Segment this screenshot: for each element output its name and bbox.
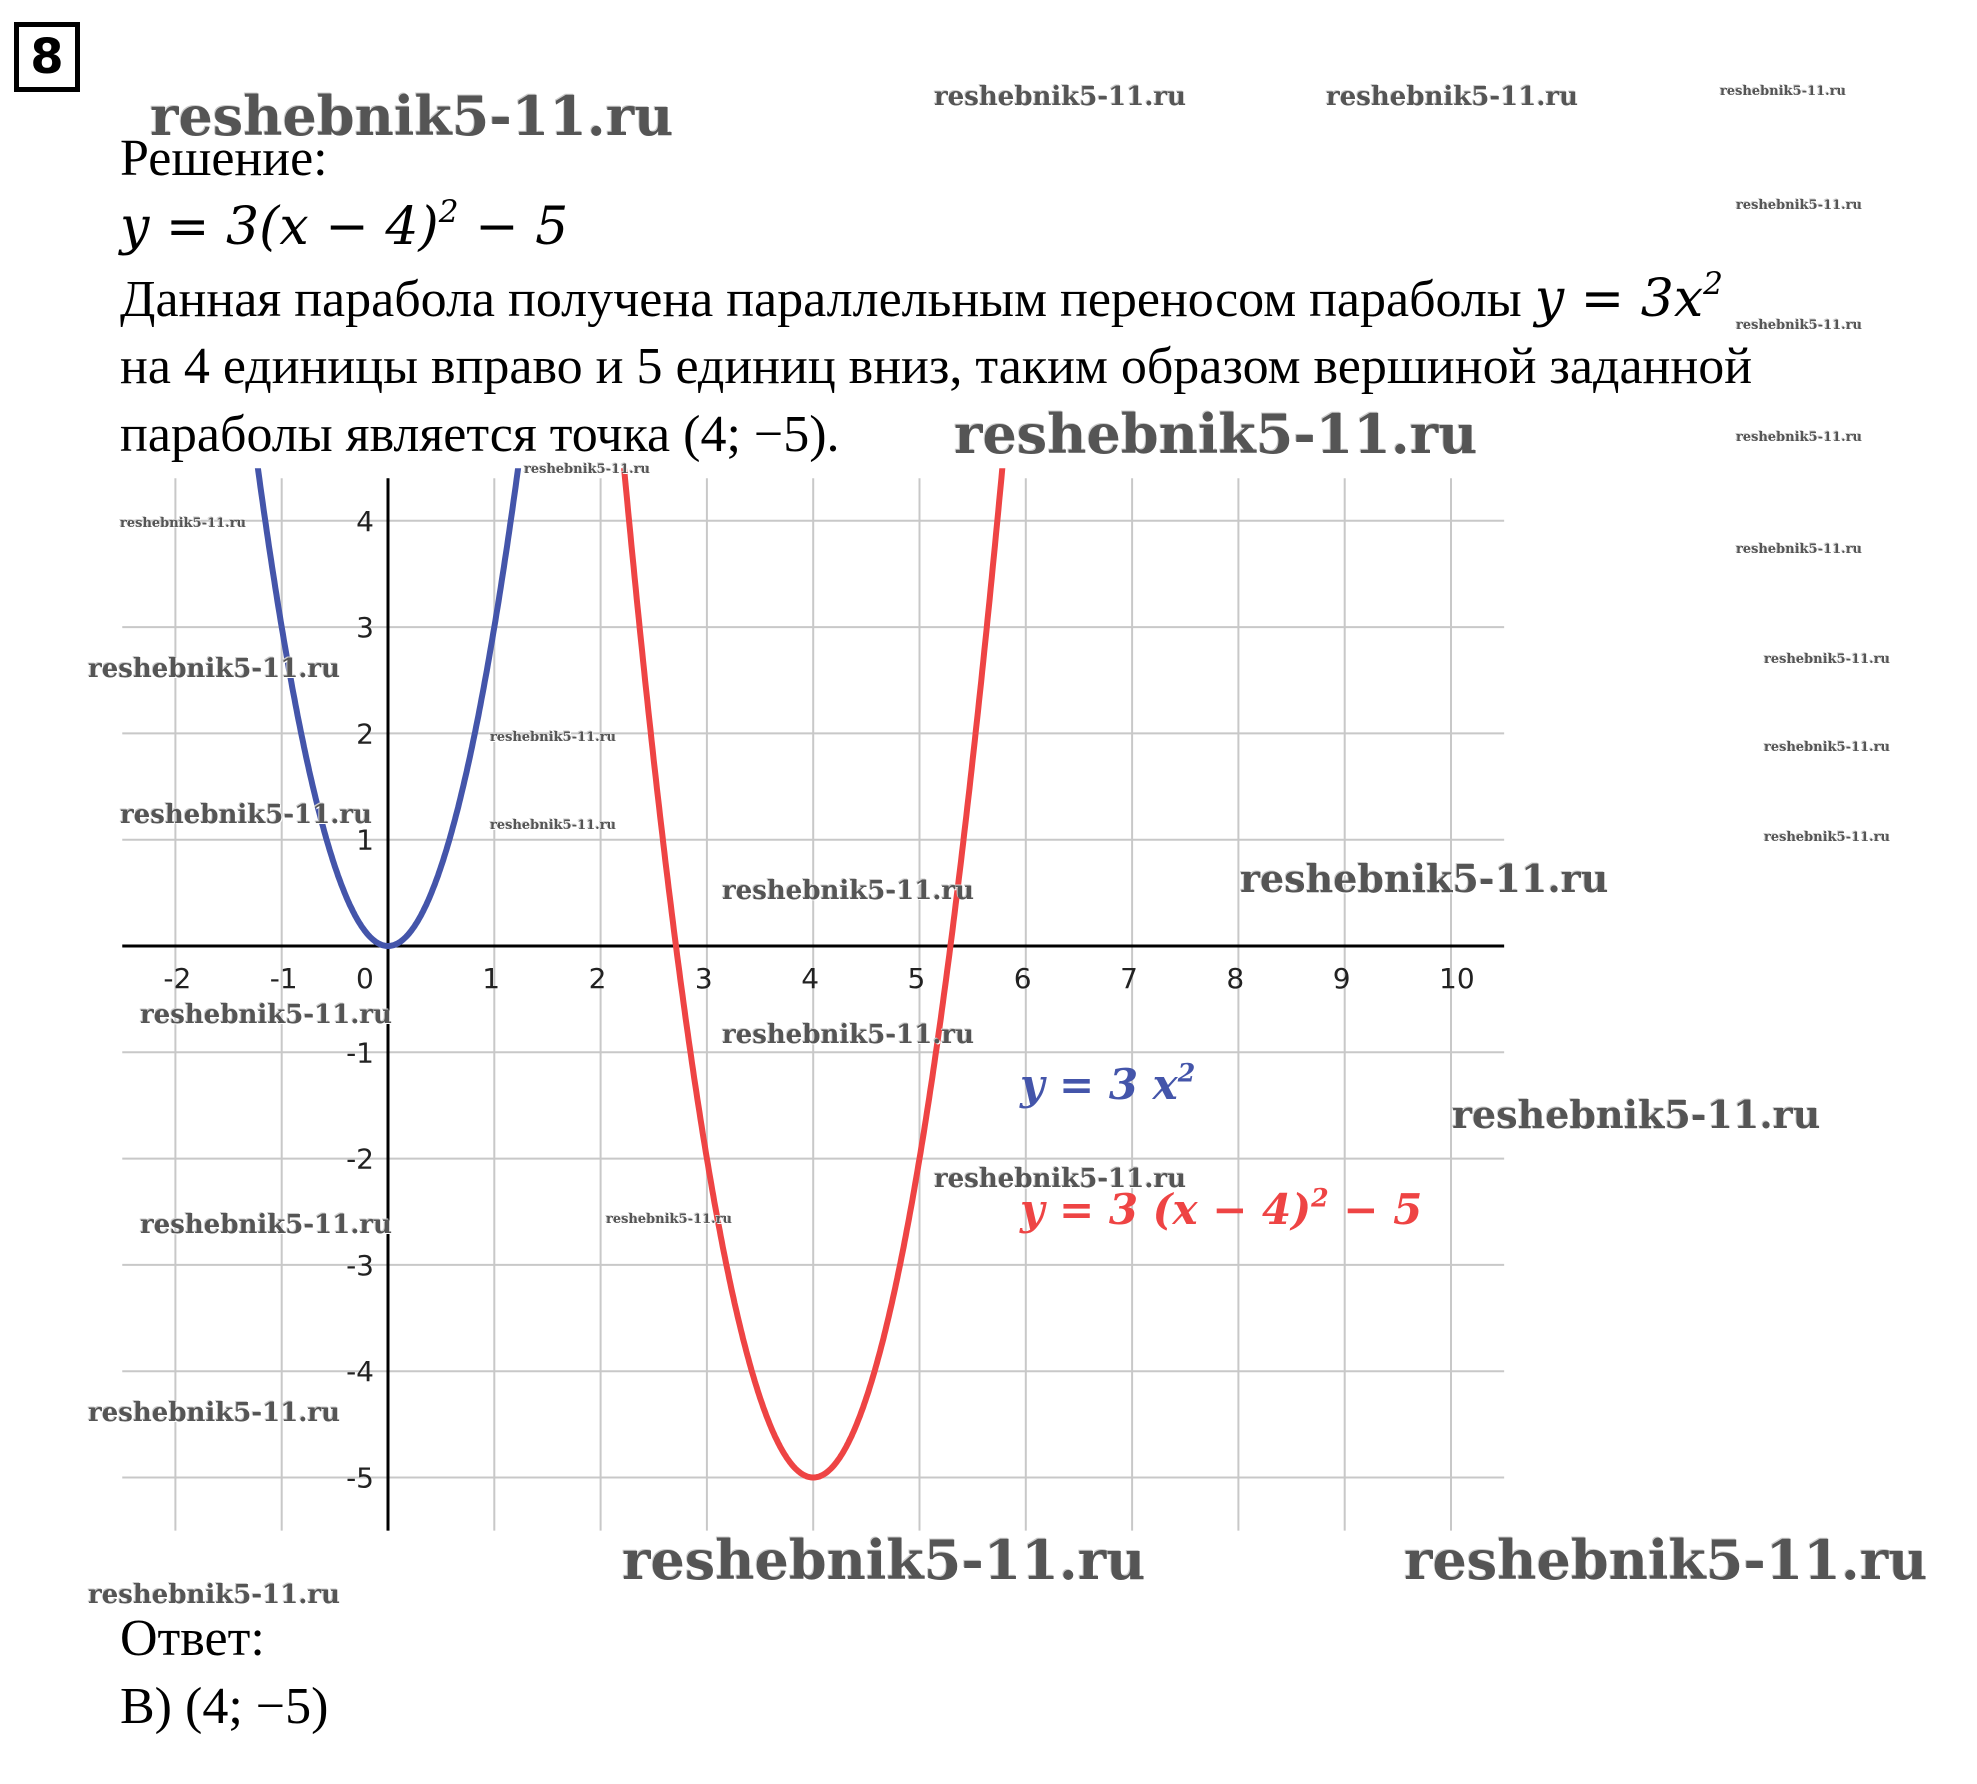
equation-exponent: 2 — [438, 194, 459, 231]
watermark: reshebnik5-11.ru — [1326, 82, 1579, 112]
y-tick-label: -5 — [346, 1461, 374, 1495]
watermark: reshebnik5-11.ru — [120, 516, 247, 531]
y-tick-label: -4 — [346, 1355, 374, 1389]
watermark: reshebnik5-11.ru — [140, 1000, 393, 1030]
x-tick-label: 8 — [1226, 962, 1245, 995]
watermark: reshebnik5-11.ru — [88, 654, 341, 684]
solution-heading: Решение: — [120, 130, 328, 187]
watermark: reshebnik5-11.ru — [490, 730, 617, 745]
watermark: reshebnik5-11.ru — [1736, 430, 1863, 445]
x-tick-label: 1 — [482, 962, 501, 995]
watermark: reshebnik5-11.ru — [150, 84, 674, 148]
watermark: reshebnik5-11.ru — [1764, 830, 1891, 845]
x-tick-label: 4 — [801, 962, 820, 995]
x-tick-label: 7 — [1120, 962, 1138, 995]
x-tick-label: 10 — [1439, 962, 1475, 995]
x-tick-label: 6 — [1013, 962, 1032, 995]
x-tick-label: 5 — [907, 962, 926, 995]
watermark: reshebnik5-11.ru — [120, 800, 373, 830]
explanation-line-2: на 4 единицы вправо и 5 единиц вниз, таким образом вершиной заданной — [120, 338, 1753, 395]
watermark: reshebnik5-11.ru — [1736, 198, 1863, 213]
explanation-formula-exponent: 2 — [1703, 266, 1724, 303]
x-tick-label: -2 — [163, 962, 192, 995]
watermark: reshebnik5-11.ru — [1736, 318, 1863, 333]
y-tick-label: -2 — [346, 1142, 374, 1176]
watermark: reshebnik5-11.ru — [934, 82, 1187, 112]
y-tick-label: -3 — [346, 1248, 374, 1282]
x-tick-label: 3 — [694, 962, 713, 995]
watermark: reshebnik5-11.ru — [140, 1210, 393, 1240]
legend-red-tail: − 5 — [1328, 1185, 1423, 1234]
y-tick-label: 3 — [356, 611, 374, 645]
watermark: reshebnik5-11.ru — [88, 1398, 341, 1428]
x-tick-label: 2 — [588, 962, 607, 995]
watermark: reshebnik5-11.ru — [954, 402, 1478, 466]
legend-blue — [1020, 1057, 1196, 1109]
watermark: reshebnik5-11.ru — [1240, 856, 1609, 901]
watermark: reshebnik5-11.ru — [722, 1020, 975, 1050]
watermark: reshebnik5-11.ru — [1764, 652, 1891, 667]
y-tick-label: 1 — [356, 823, 374, 857]
watermark: reshebnik5-11.ru — [88, 1580, 341, 1610]
equation-main: y = 3(x − 4) — [120, 197, 439, 257]
legend-blue-exponent: 2 — [1177, 1057, 1196, 1088]
watermark: reshebnik5-11.ru — [1452, 1092, 1821, 1137]
watermark: reshebnik5-11.ru — [934, 1164, 1187, 1194]
watermark: reshebnik5-11.ru — [524, 462, 651, 477]
task-number: 8 — [14, 22, 80, 92]
y-tick-label: -1 — [346, 1036, 374, 1070]
watermark: reshebnik5-11.ru — [1404, 1528, 1928, 1592]
legend-red-exponent: 2 — [1311, 1182, 1329, 1213]
watermark: reshebnik5-11.ru — [722, 876, 975, 906]
watermark: reshebnik5-11.ru — [1764, 740, 1891, 755]
explanation-line-3: параболы является точка (4; −5). — [120, 406, 840, 463]
watermark: reshebnik5-11.ru — [1720, 84, 1847, 99]
answer-label: Ответ: — [120, 1610, 265, 1667]
explanation-formula: y = 3x — [1534, 269, 1704, 329]
x-tick-label: 0 — [356, 962, 374, 995]
watermark: reshebnik5-11.ru — [1736, 542, 1863, 557]
watermark: reshebnik5-11.ru — [606, 1212, 733, 1227]
legend-blue-label: y = 3 x — [1020, 1060, 1178, 1109]
watermark: reshebnik5-11.ru — [490, 818, 617, 833]
legend-red-label: y = 3 (x − 4) — [1020, 1185, 1312, 1234]
explanation-text-1: Данная парабола получена параллельным переносом параболы — [120, 271, 1535, 328]
watermark: reshebnik5-11.ru — [622, 1528, 1146, 1592]
y-tick-label: 4 — [356, 504, 374, 538]
equation-tail: − 5 — [458, 197, 569, 257]
x-tick-label: 9 — [1332, 962, 1351, 995]
x-tick-label: -1 — [269, 962, 298, 995]
answer-value: В) (4; −5) — [120, 1678, 329, 1735]
y-tick-label: 2 — [356, 717, 374, 751]
